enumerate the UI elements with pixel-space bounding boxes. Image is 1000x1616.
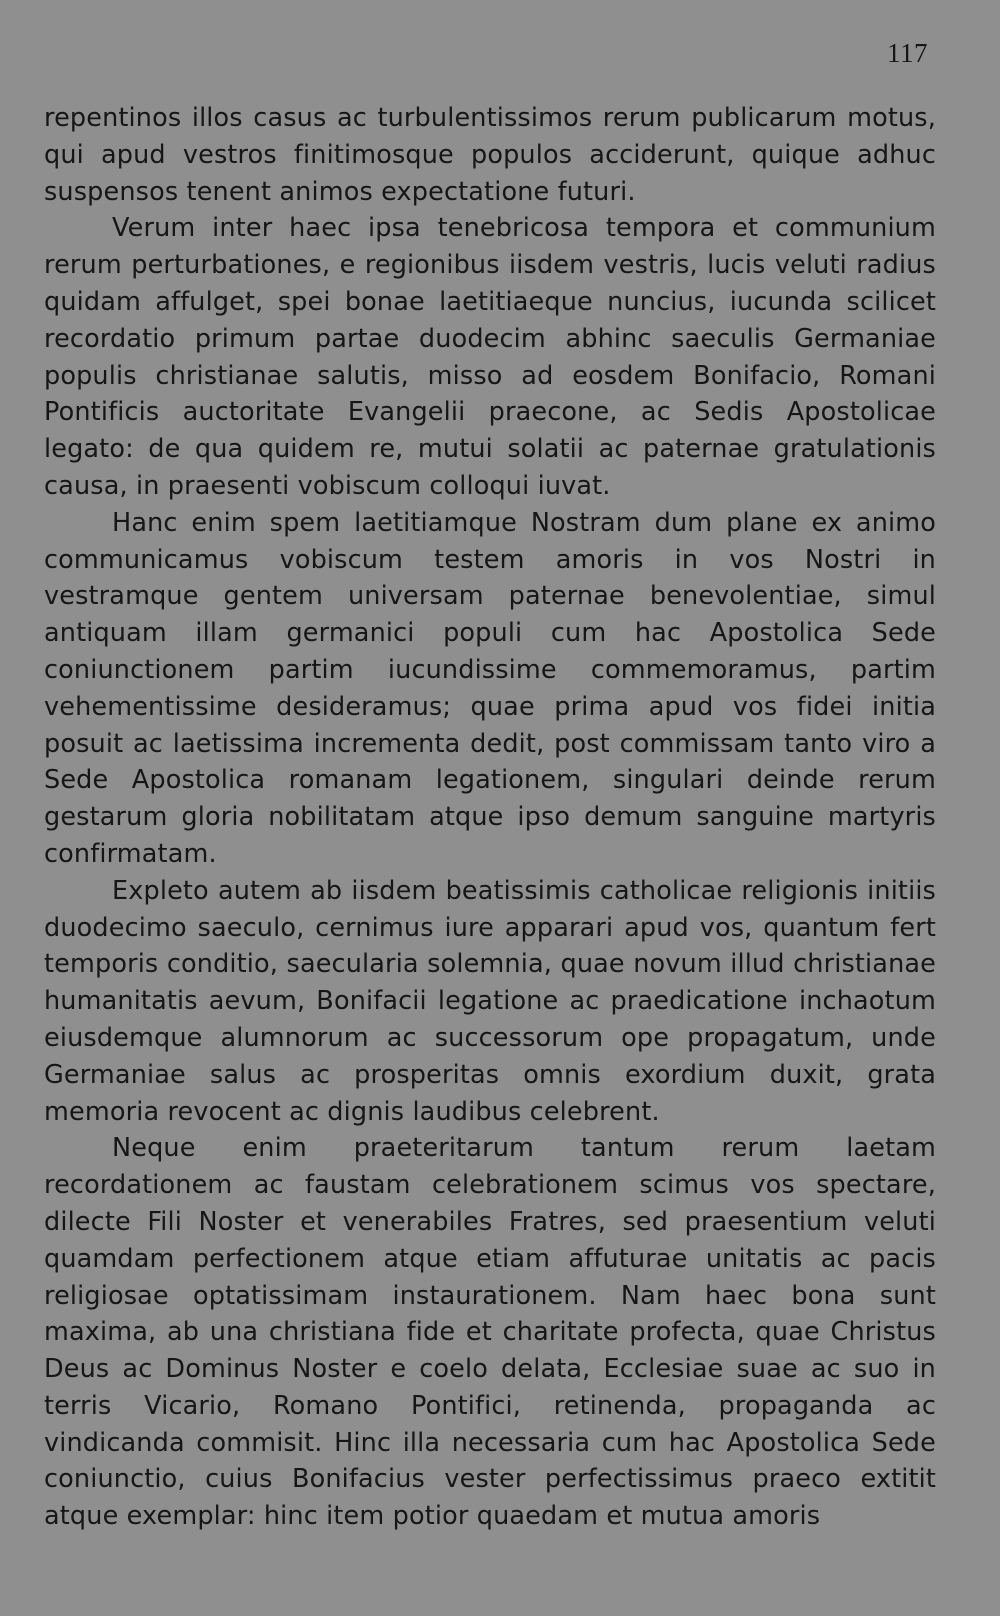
paragraph: Neque enim praeteritarum tantum rerum laetam recordationem ac faustam celebrationem scimus vos spectare, dilecte Fili Noster et venerabiles Fratres, sed praesentium veluti quamdam perfectionem atque etiam affuturae unitatis ac pacis religiosae optatissimam instaurationem. Nam haec bona sunt maxima, ab una christiana fide et charitate profecta, quae Christus Deus ac Dominus Noster e coelo delata, Ecclesiae suae ac suo in terris Vicario, Romano Pontifici, retinenda, propaganda ac vindicanda commisit. Hinc illa necessaria cum hac Apostolica Sede coniunctio, cuius Bonifacius vester perfectissimus praeco extitit atque exemplar: hinc item potior quaedam et mutua amoris [44,1133,936,1532]
paragraph: Verum inter haec ipsa tenebricosa tempora et communium rerum perturbationes, e regionibus iisdem vestris, lucis veluti radius quidam affulget, spei bonae laetitiaeque nuncius, iucunda scilicet recordatio primum partae duodecim abhinc saeculis Germaniae populis christianae salutis, misso ad eosdem Bonifacio, Romani Pontificis auctoritate Evangelii praecone, ac Sedis Apostolicae legato: de qua quidem re, mutui solatii ac paternae gratulationis causa, in praesenti vobiscum colloqui iuvat. [44,213,936,501]
paragraph: Expleto autem ab iisdem beatissimis catholicae religionis initiis duodecimo saeculo, cernimus iure apparari apud vos, quantum fert temporis conditio, saecularia solemnia, quae novum illud christianae humanitatis aevum, Bonifacii legatione ac praedicatione inchaotum eiusdemque alumnorum ac successorum ope propagatum, unde Germaniae salus ac prosperitas omnis exordium duxit, grata memoria revocent ac dignis laudibus celebrent. [44,875,936,1127]
page-number: 117 [887,38,928,68]
paragraph-continued: repentinos illos casus ac turbulentissimos rerum publicarum motus, qui apud vestros finitimosque populos acciderunt, quique adhuc suspensos tenent animos expectatione futuri. [44,103,936,207]
paragraph: Hanc enim spem laetitiamque Nostram dum plane ex animo communicamus vobiscum testem amoris in vos Nostri in vestramque gentem universam paternae benevolentiae, simul antiquam illam germanici populi cum hac Apostolica Sede coniunctionem partim iucundissime commemoramus, partim vehementissime desideramus; quae prima apud vos fidei initia posuit ac laetissima incrementa dedit, post commissam tanto viro a Sede Apostolica romanam legationem, singulari deinde rerum gestarum gloria nobilitatam atque ipso demum sanguine martyris confirmatam. [44,507,936,869]
body-text [44,100,936,1535]
